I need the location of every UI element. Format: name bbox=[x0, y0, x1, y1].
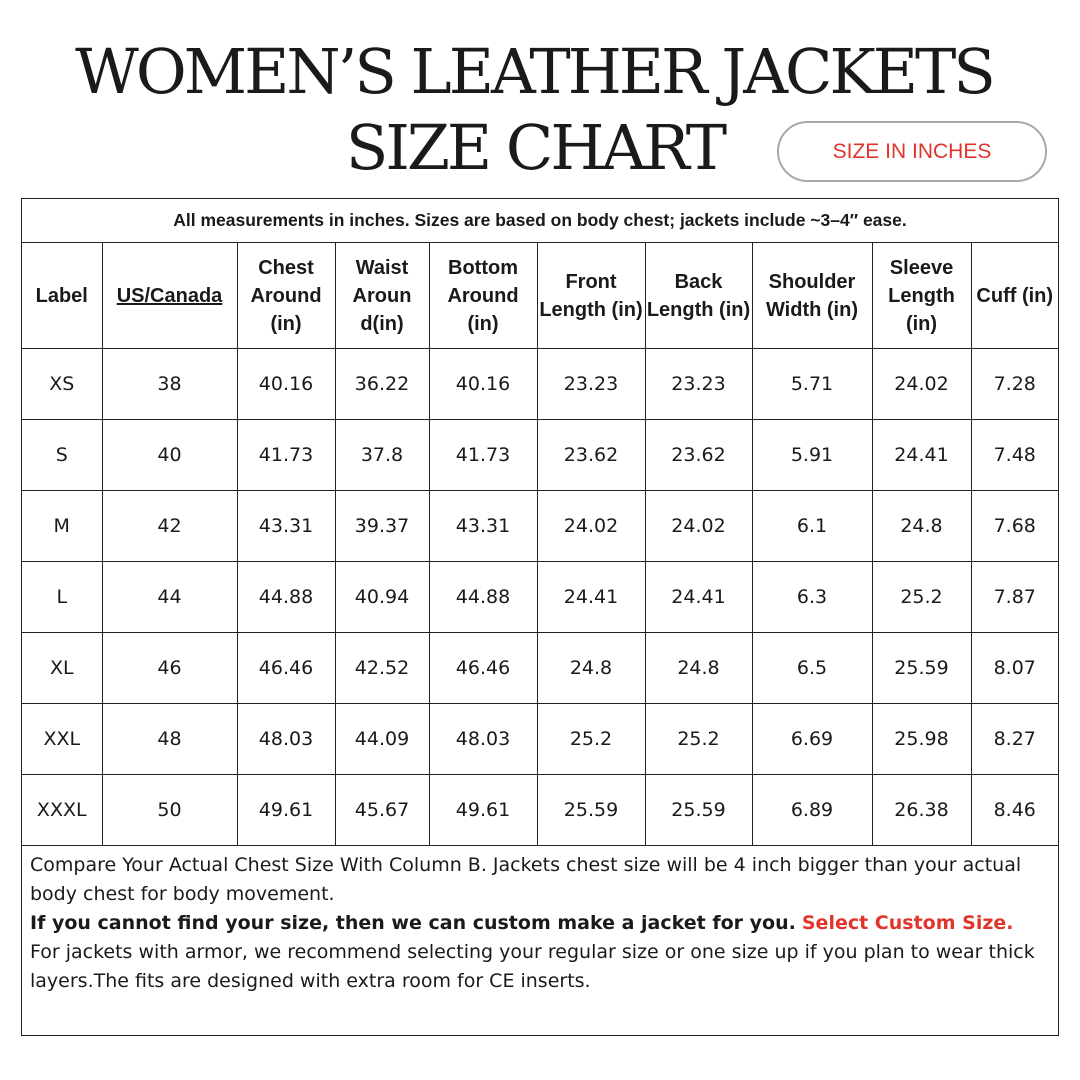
notes bbox=[30, 851, 1050, 996]
table-header-row bbox=[22, 243, 1058, 349]
cell-us-canada: 50 bbox=[102, 775, 237, 846]
cell-shoulder-width: 6.89 bbox=[752, 775, 872, 846]
note-custom bbox=[30, 909, 1050, 938]
cell-shoulder-width: 6.69 bbox=[752, 704, 872, 775]
cell-chest-around: 44.88 bbox=[237, 562, 335, 633]
cell-shoulder-width: 5.71 bbox=[752, 349, 872, 420]
cell-bottom-around: 49.61 bbox=[429, 775, 537, 846]
cell-back-length: 24.02 bbox=[645, 491, 752, 562]
cell-shoulder-width: 6.3 bbox=[752, 562, 872, 633]
note-compare: Compare Your Actual Chest Size With Column B. Jackets chest size will be 4 inch bigger than your actual body chest for body movement. bbox=[30, 854, 1022, 905]
cell-front-length: 23.62 bbox=[537, 420, 645, 491]
cell-label: L bbox=[22, 562, 102, 633]
header-us-canada: US/Canada bbox=[102, 243, 237, 349]
cell-bottom-around: 43.31 bbox=[429, 491, 537, 562]
page-title-line-2: SIZE CHART bbox=[345, 111, 725, 184]
table-caption: All measurements in inches. Sizes are based on body chest; jackets include ~3–4″ ease. bbox=[22, 199, 1058, 243]
cell-chest-around: 48.03 bbox=[237, 704, 335, 775]
header-front-length: Front Length (in) bbox=[537, 243, 645, 349]
table-row bbox=[22, 491, 1058, 562]
cell-bottom-around: 40.16 bbox=[429, 349, 537, 420]
select-custom-size-link[interactable]: Select Custom Size. bbox=[801, 912, 1014, 934]
cell-front-length: 23.23 bbox=[537, 349, 645, 420]
cell-front-length: 24.02 bbox=[537, 491, 645, 562]
table-row bbox=[22, 775, 1058, 846]
cell-sleeve-length: 26.38 bbox=[872, 775, 971, 846]
cell-cuff: 7.48 bbox=[971, 420, 1058, 491]
cell-us-canada: 38 bbox=[102, 349, 237, 420]
cell-sleeve-length: 25.98 bbox=[872, 704, 971, 775]
cell-sleeve-length: 25.2 bbox=[872, 562, 971, 633]
cell-label: XXXL bbox=[22, 775, 102, 846]
cell-sleeve-length: 25.59 bbox=[872, 633, 971, 704]
cell-sleeve-length: 24.02 bbox=[872, 349, 971, 420]
cell-sleeve-length: 24.8 bbox=[872, 491, 971, 562]
cell-chest-around: 41.73 bbox=[237, 420, 335, 491]
cell-label: M bbox=[22, 491, 102, 562]
cell-us-canada: 46 bbox=[102, 633, 237, 704]
cell-cuff: 7.28 bbox=[971, 349, 1058, 420]
cell-front-length: 25.2 bbox=[537, 704, 645, 775]
cell-us-canada: 42 bbox=[102, 491, 237, 562]
table-body bbox=[22, 349, 1058, 846]
note-armor: For jackets with armor, we recommend selecting your regular size or one size up if you plan to wear thick layers.The fits are designed with extra room for CE inserts. bbox=[30, 941, 1035, 992]
cell-label: XL bbox=[22, 633, 102, 704]
header-back-length: Back Length (in) bbox=[645, 243, 752, 349]
cell-shoulder-width: 5.91 bbox=[752, 420, 872, 491]
cell-front-length: 25.59 bbox=[537, 775, 645, 846]
cell-waist-around: 45.67 bbox=[335, 775, 429, 846]
header-label: Label bbox=[22, 243, 102, 349]
cell-cuff: 8.27 bbox=[971, 704, 1058, 775]
header-sleeve-length: Sleeve Length (in) bbox=[872, 243, 971, 349]
header-cuff: Cuff (in) bbox=[971, 243, 1058, 349]
cell-waist-around: 44.09 bbox=[335, 704, 429, 775]
size-table bbox=[22, 243, 1058, 846]
units-badge: SIZE IN INCHES bbox=[777, 121, 1047, 182]
cell-shoulder-width: 6.1 bbox=[752, 491, 872, 562]
cell-us-canada: 48 bbox=[102, 704, 237, 775]
cell-back-length: 24.8 bbox=[645, 633, 752, 704]
header-chest-around: Chest Around (in) bbox=[237, 243, 335, 349]
cell-chest-around: 43.31 bbox=[237, 491, 335, 562]
cell-chest-around: 40.16 bbox=[237, 349, 335, 420]
cell-chest-around: 49.61 bbox=[237, 775, 335, 846]
cell-us-canada: 40 bbox=[102, 420, 237, 491]
cell-back-length: 25.2 bbox=[645, 704, 752, 775]
cell-back-length: 25.59 bbox=[645, 775, 752, 846]
cell-bottom-around: 44.88 bbox=[429, 562, 537, 633]
cell-cuff: 7.87 bbox=[971, 562, 1058, 633]
cell-sleeve-length: 24.41 bbox=[872, 420, 971, 491]
cell-back-length: 23.62 bbox=[645, 420, 752, 491]
cell-cuff: 8.46 bbox=[971, 775, 1058, 846]
cell-back-length: 23.23 bbox=[645, 349, 752, 420]
cell-cuff: 8.07 bbox=[971, 633, 1058, 704]
cell-front-length: 24.41 bbox=[537, 562, 645, 633]
cell-cuff: 7.68 bbox=[971, 491, 1058, 562]
cell-bottom-around: 46.46 bbox=[429, 633, 537, 704]
size-chart bbox=[21, 198, 1059, 1036]
cell-waist-around: 40.94 bbox=[335, 562, 429, 633]
cell-shoulder-width: 6.5 bbox=[752, 633, 872, 704]
table-row bbox=[22, 349, 1058, 420]
cell-label: XXL bbox=[22, 704, 102, 775]
cell-bottom-around: 41.73 bbox=[429, 420, 537, 491]
note-custom-text: If you cannot find your size, then we can custom make a jacket for you. bbox=[30, 912, 796, 934]
table-row bbox=[22, 704, 1058, 775]
cell-label: S bbox=[22, 420, 102, 491]
cell-chest-around: 46.46 bbox=[237, 633, 335, 704]
table-row bbox=[22, 562, 1058, 633]
header-bottom-around: Bottom Around (in) bbox=[429, 243, 537, 349]
cell-label: XS bbox=[22, 349, 102, 420]
cell-front-length: 24.8 bbox=[537, 633, 645, 704]
header-shoulder-width: Shoulder Width (in) bbox=[752, 243, 872, 349]
header-waist-around: Waist Aroun d(in) bbox=[335, 243, 429, 349]
cell-waist-around: 36.22 bbox=[335, 349, 429, 420]
cell-us-canada: 44 bbox=[102, 562, 237, 633]
table-row bbox=[22, 633, 1058, 704]
page-title-line-1: WOMEN’S LEATHER JACKETS bbox=[75, 35, 993, 108]
cell-bottom-around: 48.03 bbox=[429, 704, 537, 775]
cell-waist-around: 39.37 bbox=[335, 491, 429, 562]
cell-waist-around: 37.8 bbox=[335, 420, 429, 491]
cell-back-length: 24.41 bbox=[645, 562, 752, 633]
table-row bbox=[22, 420, 1058, 491]
cell-waist-around: 42.52 bbox=[335, 633, 429, 704]
